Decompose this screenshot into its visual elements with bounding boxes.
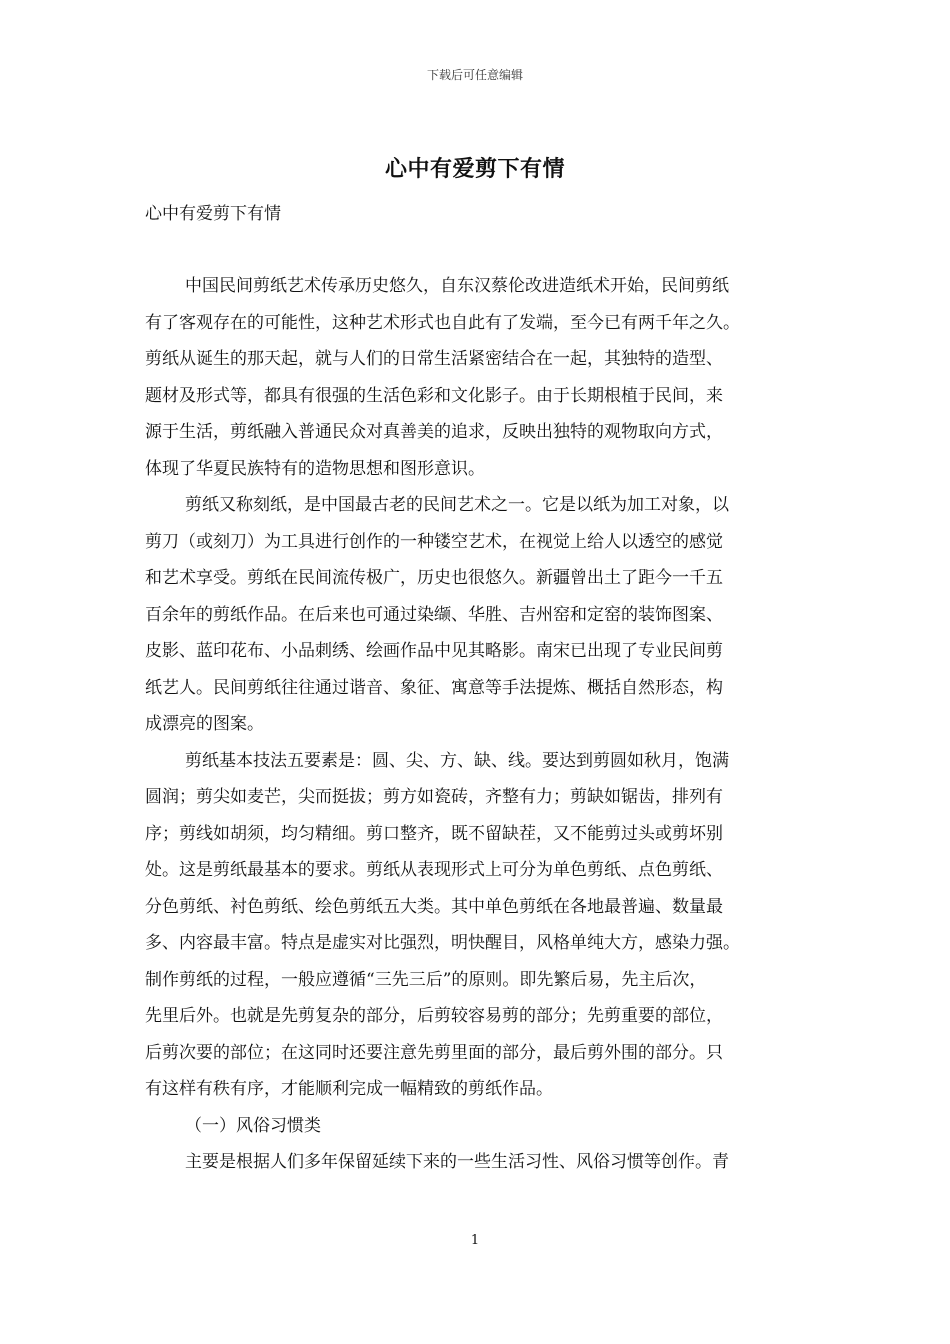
section-heading: （一）风俗习惯类 <box>185 1115 321 1136</box>
text-line: 制作剪纸的过程，一般应遵循“三先三后”的原则。即先繁后易，先主后次， <box>145 969 707 990</box>
text-line: 源于生活，剪纸融入普通民众对真善美的追求，反映出独特的观物取向方式， <box>145 422 723 442</box>
document-body <box>145 268 820 1181</box>
page-header-note: 下载后可任意编辑 <box>426 68 523 82</box>
text-line: 先里后外。也就是先剪复杂的部分，后剪较容易剪的部分；先剪重要的部位， <box>145 1006 723 1026</box>
document-title: 心中有爱剪下有情 <box>384 156 565 182</box>
text-line: 有了客观存在的可能性，这种艺术形式也自此有了发端，至今已有两千年之久。 <box>145 312 740 333</box>
text-line: 剪刀（或刻刀）为工具进行创作的一种镂空艺术，在视觉上给人以透空的感觉 <box>145 531 723 552</box>
text-line: 圆润；剪尖如麦芒，尖而挺拔；剪方如瓷砖，齐整有力；剪缺如锯齿，排列有 <box>145 787 723 807</box>
text-line: 成漂亮的图案。 <box>145 714 264 734</box>
text-line: 和艺术享受。剪纸在民间流传极广，历史也很悠久。新疆曾出土了距今一千五 <box>145 568 723 588</box>
text-line: 纸艺人。民间剪纸往往通过谐音、象征、寓意等手法提炼、概括自然形态，构 <box>145 677 723 698</box>
text-line: 主要是根据人们多年保留延续下来的一些生活习性、风俗习惯等创作。青 <box>185 1152 729 1172</box>
text-line: 有这样有秩有序，才能顺利完成一幅精致的剪纸作品。 <box>145 1079 553 1099</box>
text-line: 序；剪线如胡须，均匀精细。剪口整齐，既不留缺茬，又不能剪过头或剪坏别 <box>145 823 723 844</box>
page-number: 1 <box>470 1233 480 1248</box>
text-line: 百余年的剪纸作品。在后来也可通过染缬、华胜、吉州窑和定窑的装饰图案、 <box>145 604 723 625</box>
text-line: 剪纸从诞生的那天起，就与人们的日常生活紧密结合在一起，其独特的造型、 <box>145 349 723 369</box>
text-line: 皮影、蓝印花布、小品刺绣、绘画作品中见其略影。南宋已出现了专业民间剪 <box>145 641 723 661</box>
text-line: 多、内容最丰富。特点是虚实对比强烈，明快醒目，风格单纯大方，感染力强。 <box>145 933 740 953</box>
text-line: 分色剪纸、衬色剪纸、绘色剪纸五大类。其中单色剪纸在各地最普遍、数量最 <box>145 896 723 917</box>
text-line: 剪纸基本技法五要素是：圆、尖、方、缺、线。要达到剪圆如秋月，饱满 <box>185 750 729 771</box>
text-line: 后剪次要的部位；在这同时还要注意先剪里面的部分，最后剪外围的部分。只 <box>145 1042 723 1063</box>
document-subtitle: 心中有爱剪下有情 <box>145 204 281 224</box>
text-line: 处。这是剪纸最基本的要求。剪纸从表现形式上可分为单色剪纸、点色剪纸、 <box>145 860 723 880</box>
text-line: 题材及形式等，都具有很强的生活色彩和文化影子。由于长期根植于民间，来 <box>145 385 723 406</box>
text-line: 体现了华夏民族特有的造物思想和图形意识。 <box>145 458 485 479</box>
text-line: 剪纸又称刻纸，是中国最古老的民间艺术之一。它是以纸为加工对象，以 <box>185 495 729 515</box>
text-line: 中国民间剪纸艺术传承历史悠久，自东汉蔡伦改进造纸术开始，民间剪纸 <box>185 276 729 296</box>
